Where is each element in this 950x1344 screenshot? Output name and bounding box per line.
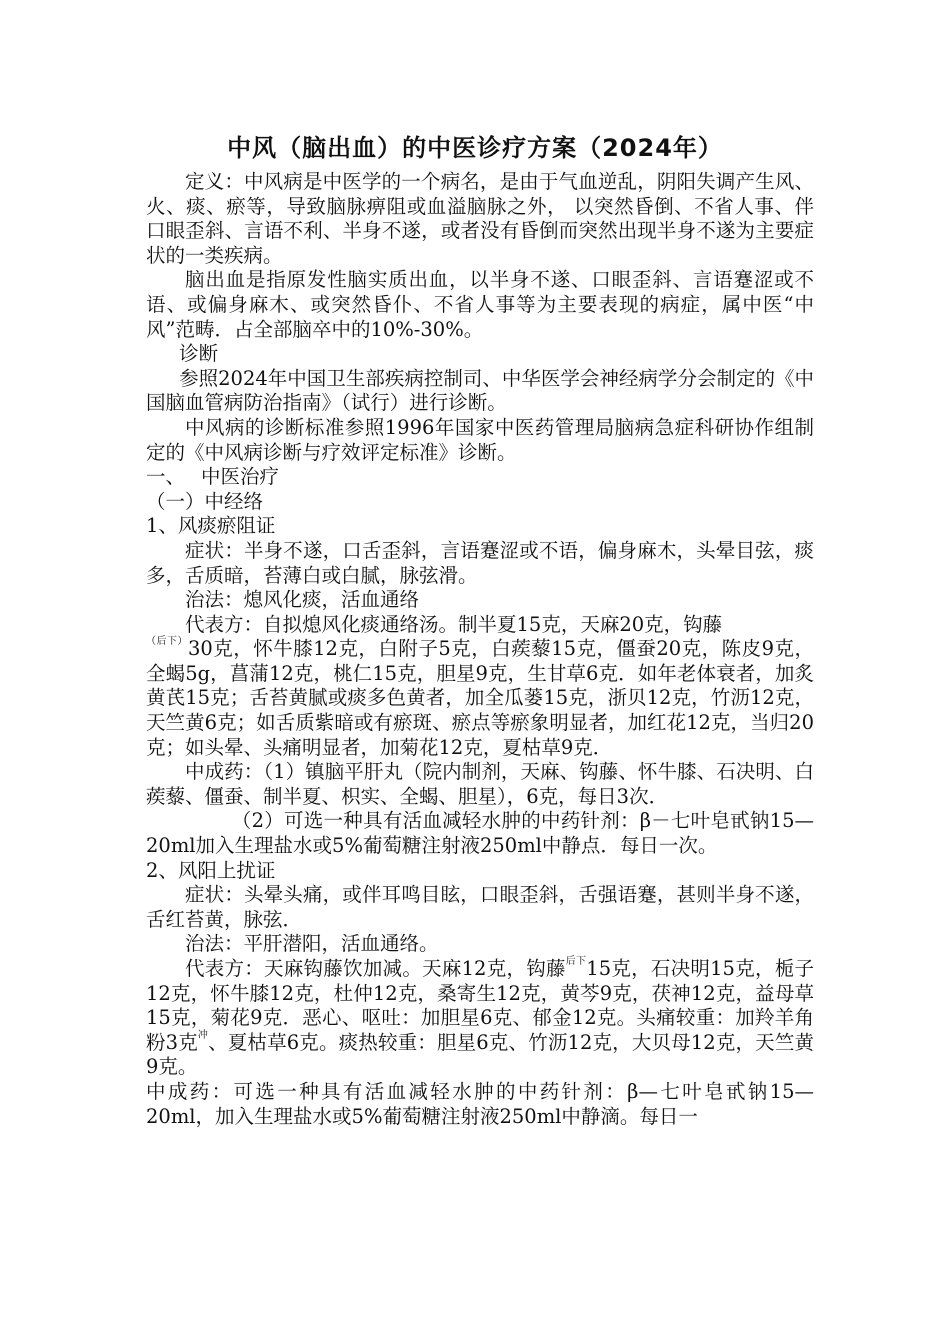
- syndrome-2-prescription-part-a: 代表方：天麻钩藤饮加减。天麻12克，钩藤: [185, 957, 566, 980]
- document-body: [146, 170, 814, 1129]
- decoct-later-note-2: 后下: [565, 956, 587, 967]
- syndrome-1-prescription-part-a: 代表方：自拟熄风化痰通络汤。制半夏15克，天麻20克，钩藤: [185, 612, 723, 636]
- syndrome-2-treatment-method: 治法：平肝潜阳，活血通络。: [185, 932, 439, 956]
- syndrome-2-patent-medicine: 中成药：可选一种具有活血减轻水肿的中药针剂：β—七叶皂甙钠15—20ml，加入生理盐水或5%葡萄糖注射液250ml中静滴。每日一: [146, 1079, 814, 1128]
- syndrome-1-treatment-method: 治法：熄风化痰，活血通络: [185, 588, 420, 612]
- cerebral-hemorrhage-paragraph: 脑出血是指原发性脑实质出血，以半身不遂、口眼歪斜、言语蹇涩或不语、或偏身麻木、或突然昏仆、不省人事等为主要表现的病症，属中医“中风”范畴．占全部脑卒中的10%-30%。: [146, 268, 814, 341]
- syndrome-1-injection: （2）可选一种具有活血减轻水肿的中药针剂：β－七叶皂甙钠15—20ml加入生理盐水或5%葡萄糖注射液250ml中静点．每日一次。: [146, 809, 814, 858]
- syndrome-2-heading: 2、风阳上扰证: [146, 858, 276, 882]
- diagnosis-reference-paragraph: 参照2024年中国卫生部疾病控制司、中华医学会神经病学分会制定的《中国脑血管病防治指南》（试行）进行诊断。: [146, 366, 814, 415]
- page-title: 中风（脑出血）的中医诊疗方案（2024年）: [227, 134, 723, 162]
- decoct-later-note: （后下）: [146, 636, 188, 648]
- syndrome-1-symptoms: 症状：半身不遂，口舌歪斜，言语蹇涩或不语，偏身麻木，头晕目弦，痰多，舌质暗，苔薄白或白腻，脉弦滑。: [146, 538, 814, 587]
- syndrome-2-symptoms: 症状：头晕头痛，或伴耳鸣目眩，口眼歪斜，舌强语蹇，甚则半身不遂，舌红苔黄，脉弦．: [146, 883, 814, 931]
- diagnosis-heading: 诊断: [179, 342, 219, 366]
- definition-paragraph: 定义：中风病是中医学的一个病名，是由于气血逆乱，阴阳失调产生风、火、痰、瘀等，导致脑脉痹阻或血溢脑脉之外， 以突然昏倒、不省人事、伴口眼歪斜、言语不利、半身不遂，或者没有昏倒而突然出现半身不遂为主要症状的一类疾病。: [146, 170, 814, 267]
- syndrome-1-prescription: [146, 613, 814, 761]
- infuse-note: 冲: [197, 1029, 209, 1041]
- syndrome-2-prescription-part-b: 15克，石决明15克，栀子12克，怀牛膝12克，杜仲12克，桑寄生12克，黄芩9克，茯神12克，益母草15克，菊花9克．恶心、呕吐：加胆星6克、郁金12克。头痛较重：加羚羊角粉3克: [146, 957, 814, 1054]
- tcm-treatment-heading: 一、 中医治疗: [146, 465, 279, 489]
- syndrome-1-patent-medicine: 中成药：（1）镇脑平肝丸（院内制剂，天麻、钩藤、怀牛膝、石决明、白蒺藜、僵蚕、制半夏、枳实、全蝎、胆星），6克，每日3次．: [146, 760, 814, 808]
- syndrome-2-prescription-part-c: 、夏枯草6克。痰热较重：胆星6克、竹沥12克，大贝母12克，天竺黄9克。: [146, 1030, 814, 1079]
- syndrome-1-prescription-part-b: 30克，怀牛膝12克，白附子5克，白蒺藜15克，僵蚕20克，陈皮9克，全蝎5g，菖蒲12克，桃仁15克，胆星9克，生甘草6克．如年老体衰者，加炙黄芪15克；舌苔黄腻或痰多色黄者，加全瓜蒌15克，浙贝12克，竹沥12克，天竺黄6克；如舌质紫暗或有瘀斑、瘀点等瘀象明显者，加红花12克，当归20克；如头晕、头痛明显者，加菊花12克，夏枯草9克．: [146, 637, 814, 759]
- meridian-heading: （一）中经络: [146, 489, 264, 513]
- syndrome-2-prescription: [146, 957, 814, 1080]
- syndrome-1-heading: 1、风痰瘀阻证: [146, 514, 276, 538]
- diagnosis-standard-paragraph: 中风病的诊断标准参照1996年国家中医药管理局脑病急症科研协作组制定的《中风病诊断与疗效评定标准》诊断。: [146, 415, 814, 464]
